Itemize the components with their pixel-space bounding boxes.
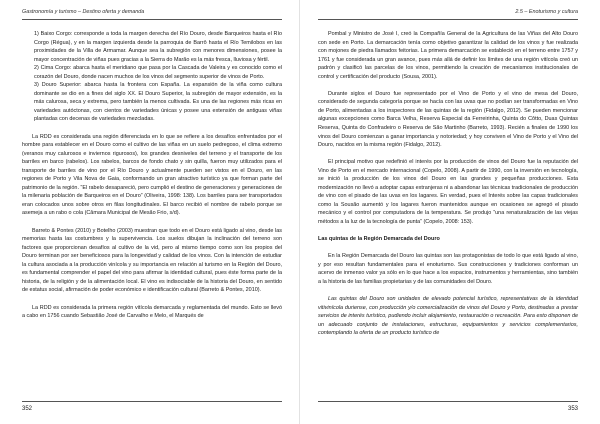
- paragraph-wine-identity: Barreto & Pontes (2010) y Botelho (2003) muestran que todo en el Douro está ligado al vino, desde las memorias hasta las costumbres y la supervivencia. Los suelos dibujan la inclinación del terreno son factores que proporcionan desafíos al cultivo de la vid, pero al mismo tiempo como son los propios del Douro terminan por ser beneficiosos para la longevidad y calidad de los vinos. Con la intención de estudiar la cultura asociada a la producción vinícola y su importancia en relación al turismo en la Región del Douro, es fundamental comprender el papel del vino para afirmar la identidad cultural, pues éste forma parte de la historia, de la religión y de la alimentación local. El vino es indisociable de la historia del Douro, en sentido de estatus social, afirmación de poder económico e identificación cultural (Barreto & Pontes, 2010).: [22, 227, 282, 294]
- list-item-baixo-corgo: 1) Baixo Corgo: corresponde a toda la margen derecha del Río Douro, desde Barqueiros hasta el Río Corgo (Régua), y en la margen izquierda desde la parroquia de Barrô hasta el Río Temilobos en las proximidades de la Villa de Armamar. Aunque sea la subregión con menores dimensiones, posee la mayor concentración de viñas pues gracias a la Sierra do Marão es la más fresca, lluviosa y fértil.: [34, 31, 282, 63]
- left-running-header: Gastronomía y turismo – Destino oferta y demanda: [22, 9, 145, 15]
- paragraph-quintas: En la Región Demarcada del Douro las quintas son las protagonistas de todo lo que está ligado al vino, y por eso resultan fundamentales para el enoturismo. Sus construcciones y tradiciones conforman un acervo de inmenso valor ya sólo en lo que hace a los espacios, instrumentos y herramientas, sino también a la historia de las familias propietarias y de las comunidades del Douro.: [318, 253, 578, 285]
- left-page-body: [22, 30, 282, 321]
- right-footer-rule: [318, 401, 578, 402]
- right-page: [300, 0, 600, 424]
- paragraph-demarcation-intro: La RDD es considerada la primera región vitícola demarcada y reglamentada del mundo. Esto se llevó a cabo en 1756 cuando Sebastião José de Carvalho e Melo, el Marqués de: [22, 304, 282, 320]
- paragraph-quintas-definition: Las quintas del Douro son unidades de elevado potencial turístico, representativas de la identidad vitivinícola duriense, con producción y/o comercialización de vinos del Douro y Porto, destinadas a prestar servicios de interés turístico, pudiendo incluir alojamiento, restauración o recreación. Para esto disponen de un adecuado conjunto de instalaciones, estructuras, equipamientos y servicios complementarios, contemplando la oferta de un producto turístico de: [318, 295, 578, 337]
- paragraph-table-wine: Durante siglos el Douro fue representado por el Vino de Porto y el vino de mesa del Douro, considerado de segunda categoría porque se hacía con las uvas que no podían ser transformadas en Vino de Porto, alimentadas a los inspectores de las quintas de la región (Fidalgo, 2012). Se pueden mencionar algunas excepciones como Barca Velha, Reserva Especial da Ferreirinha, Quinta do Côtto, Duas Quintas Reserva, Quinta do Confradeiro o Reserva de São Martinho (Barreto, 1993). Recién a finales de 1990 los vinos del Douro comienzan a ganar importancia y notoriedad; y hoy conviven el Vino de Porto y el Vino del Douro, nacidos en la misma región (Fidalgo, 2012).: [318, 90, 578, 149]
- left-header-rule: [22, 19, 282, 20]
- section-subtitle: Las quintas de la Región Demarcada del Douro: [318, 236, 440, 243]
- left-page-number: 352: [22, 406, 33, 412]
- paragraph-modernization: El principal motivo que redefinió el interés por la producción de vinos del Douro fue la reputación del Vino de Porto en el mercado internacional (Copelo, 2008). A partir de 1990, con la inversión en tecnología, se inició la producción de los vinos del Douro en las grandes y pequeñas producciones. Esta modernización no llevó a adoptar capas extranjeras ni a abandonar las técnicas tradicionales de producción de vino con el pisado de las uvas en los lagares. En verdad, pues el Interés sobre las capas tradicionales como la Sousão aumentó y los lagares fueron mantenidos aunque en ocasiones se agregó el pisado mecánico y el control por computadora de la temperatura. Se produjo “una renaturalización de las viejas métodos a la luz de la tecnología de punta” (Copelo, 2008: 153).: [318, 159, 578, 226]
- left-footer-rule: [22, 401, 282, 402]
- paragraph-pombal: Pombal y Ministro de José I, creó la Compañía General de la Agricultura de las Viñas del Alto Douro con sede en Porto. La demarcación tenía como objetivo garantizar la calidad de los vinos y fue realizada con mojones de piedra llamados feitorias. La primera demarcación se estableció en el terreno entre 1757 y 1761 y fue considerada un gran avance, pues más allá de definir los límites de una región vitícola creó un padrón y clasificó las parcelas de los vinos, permitiendo la creación de mecanismos institucionales de control y certificación del producto (Sousa, 2001).: [318, 31, 578, 80]
- list-item-cima-corgo: 2) Cima Corgo: abarca hasta el meridiano que pasa por la Cascada de Valeira y es conocido como el corazón del Douro, donde nacen muchos de los vinos del segmento superior de vinos de Porto.: [34, 65, 282, 80]
- right-page-body: [318, 30, 578, 338]
- right-page-number: 353: [567, 406, 578, 412]
- list-item-douro-superior: 3) Douro Superior: abarca hasta la frontera con España. La expansión de la viña como cultura dominante se dio en a fines del siglo XX. El Douro Superior, la subregión de mayor extensión, es la más calurosa, seca y extrema, pero también la menos cultivada. Es una de las regiones más ricas en variedades autóctonas, con cientos de variedades únicas y posee una extensión de antiguas viñas plantadas con decenas de variedades mezcladas.: [34, 82, 282, 123]
- paragraph-rabelos: La RDD es considerada una región diferenciada en lo que se refiere a los desafíos enfrentados por el hombre para establecer en el Douro como el cultivo de las viñas en un suelo pedregoso, el clima extremo (veranos muy calurosos e inviernos rigurosos), los grandes desniveles del terreno y el transporte de los barriles en barco (rabelos). Los rabelos, barcos de fondo chato y sin quilla, fueron muy utilizados para el transporte de barriles de vino por el Río Douro y actualmente pueden ser vistos en el Douro, en las regiones de Porto y Vila Nova de Gaia, conformando un gran atractivo turístico ya que forman parte del patrimonio de la región. “El rabelo desapareció, pero cumplió el destino de generaciones y generaciones de la milenaria población de Barqueiros en el Douro” (Oliveira, 1998: 138). Los barriles para ser transportados eran colocados unos sobre otros en filas longitudinales. El barco recibió el nombre de rabelo porque se asemeja a un rabo o cola (Câmara Municipal de Mesão Frio, s/d).: [22, 133, 282, 217]
- right-header-rule: [318, 19, 578, 20]
- right-running-header: 2.5 – Enoturismo y cultura: [515, 9, 578, 15]
